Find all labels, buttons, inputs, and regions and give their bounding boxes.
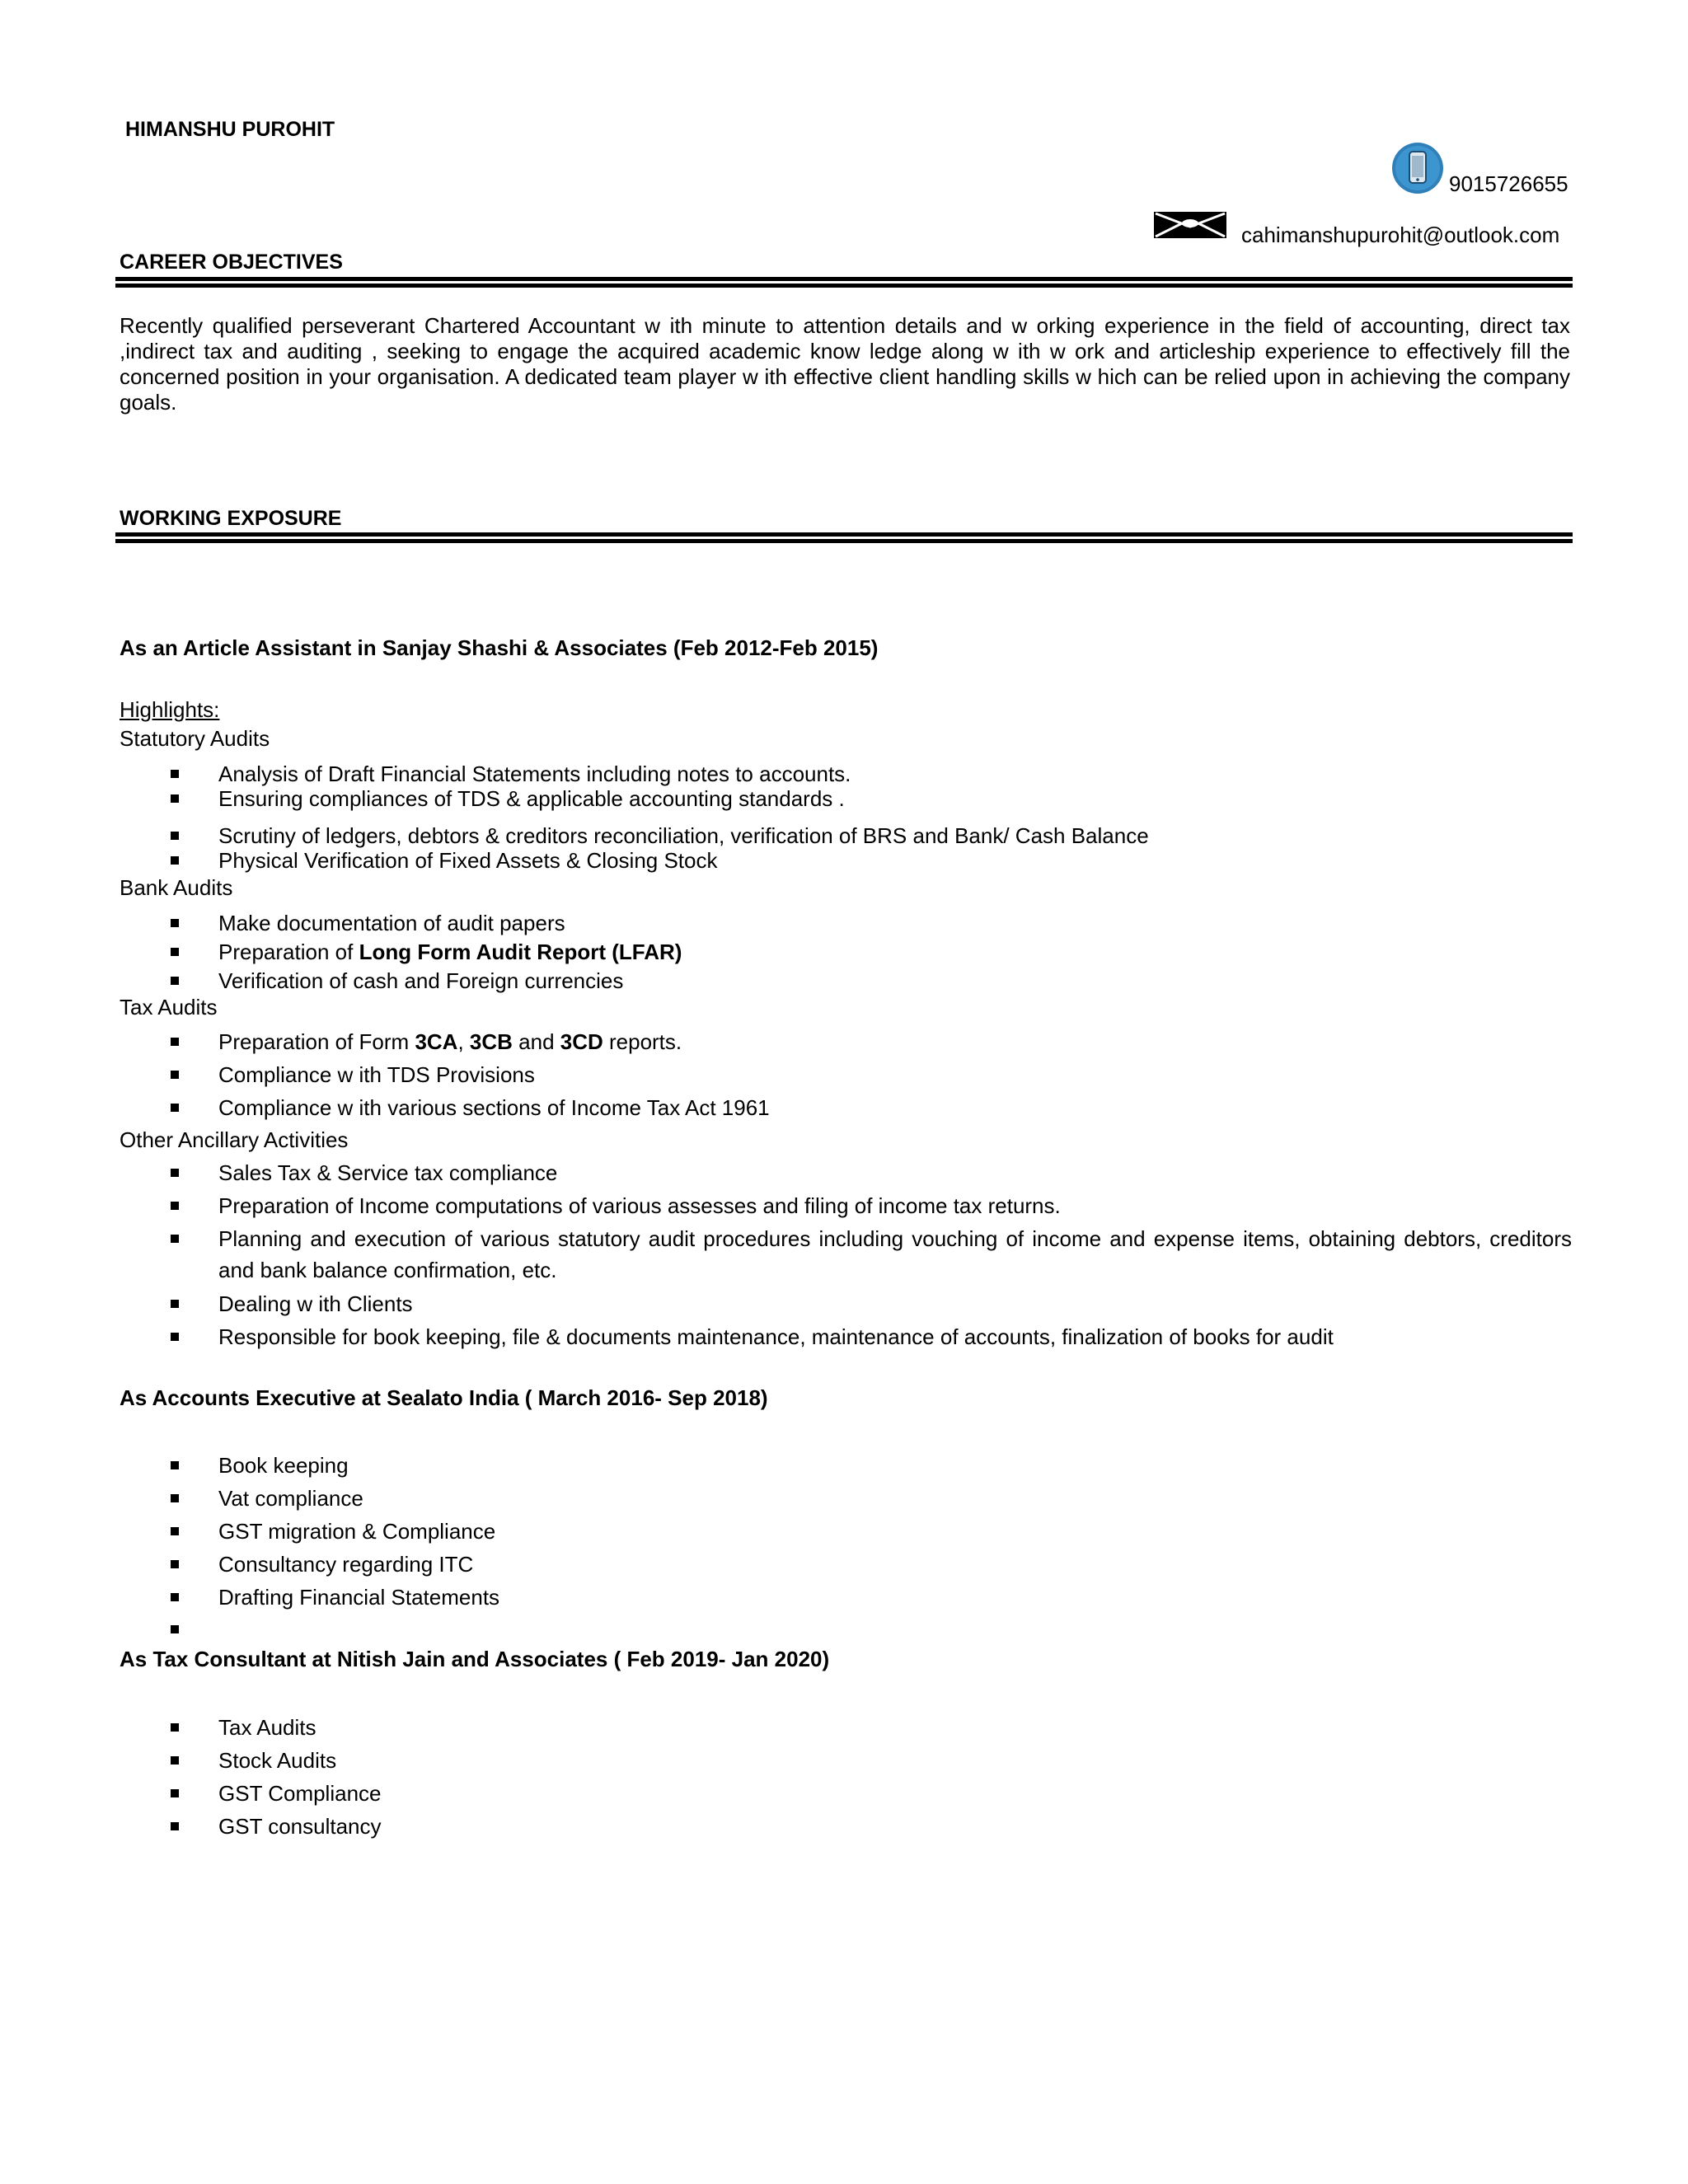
bullet [171,977,179,985]
statutory-audits-heading: Statutory Audits [120,726,270,751]
bullet [171,1169,179,1177]
bullet [171,1560,179,1568]
bullet [171,1333,179,1341]
list-item: Make documentation of audit papers [218,911,565,935]
list-item: Stock Audits [218,1748,337,1773]
list-item: GST consultancy [218,1814,382,1839]
bullet [171,1300,179,1308]
highlights-label: Highlights: [120,697,220,722]
bullet [171,1461,179,1469]
list-item: Responsible for book keeping, file & documents maintenance, maintenance of accounts, finalization of books for audit [218,1324,1334,1349]
bullet [171,832,179,840]
list-item: Physical Verification of Fixed Assets & Closing Stock [218,848,718,873]
bullet [171,1822,179,1830]
career-objectives-heading: CAREER OBJECTIVES [120,251,343,274]
list-item: Tax Audits [218,1715,316,1740]
bullet [171,770,179,778]
list-item: Dealing w ith Clients [218,1291,413,1316]
bullet [171,1071,179,1079]
list-item: Book keeping [218,1453,349,1478]
job-title-article-assistant: As an Article Assistant in Sanjay Shashi & Associates (Feb 2012-Feb 2015) [120,635,879,660]
list-item: Vat compliance [218,1486,363,1511]
email-address: cahimanshupurohit@outlook.com [1241,223,1560,247]
bullet [171,1104,179,1112]
bank-audits-heading: Bank Audits [120,875,233,900]
list-item: Scrutiny of ledgers, debtors & creditors reconciliation, verification of BRS and Bank/ Cash Balance [218,823,1149,848]
list-item: Compliance w ith TDS Provisions [218,1062,535,1087]
list-item: Sales Tax & Service tax compliance [218,1160,558,1185]
section-divider [115,277,1573,288]
working-exposure-heading: WORKING EXPOSURE [120,507,342,530]
bullet [171,1593,179,1601]
bullet [171,1625,179,1633]
phone-number: 9015726655 [1449,171,1568,196]
bullet [171,1789,179,1797]
section-divider [115,532,1573,543]
list-item: Planning and execution of various statutory audit procedures including vouching of income and expense items, obtaining debtors, creditors and bank balance confirmation, etc. [218,1226,1572,1282]
job-title-tax-consultant: As Tax Consultant at Nitish Jain and Associates ( Feb 2019- Jan 2020) [120,1647,830,1671]
list-item: Drafting Financial Statements [218,1585,500,1610]
list-item: Verification of cash and Foreign currencies [218,968,624,993]
bullet [171,794,179,803]
tax-audits-heading: Tax Audits [120,995,218,1019]
list-item: GST migration & Compliance [218,1519,496,1544]
candidate-name: HIMANSHU PUROHIT [125,118,335,141]
bullet [171,1723,179,1732]
list-item: Compliance w ith various sections of Income Tax Act 1961 [218,1095,770,1120]
bullet [171,1756,179,1765]
phone-icon [1391,142,1444,194]
list-item: Ensuring compliances of TDS & applicable accounting standards . [218,786,845,811]
bullet [171,1235,179,1243]
bullet [171,856,179,865]
bullet [171,1494,179,1502]
list-item: Preparation of Long Form Audit Report (LFAR) [218,940,682,964]
bullet [171,919,179,927]
bullet [171,948,179,956]
list-item: Analysis of Draft Financial Statements including notes to accounts. [218,762,851,786]
bullet [171,1038,179,1046]
other-activities-heading: Other Ancillary Activities [120,1127,349,1152]
mail-icon [1154,212,1226,238]
bullet [171,1202,179,1210]
list-item: Consultancy regarding ITC [218,1552,474,1577]
list-item: Preparation of Form 3CA, 3CB and 3CD reports. [218,1029,682,1054]
bullet [171,1527,179,1535]
list-item: GST Compliance [218,1781,382,1806]
career-objective-text: Recently qualified perseverant Chartered Accountant w ith minute to attention details and w orking experience in the field of accounting, direct tax ,indirect tax and auditing , seeking to engage the acquired academic know ledge along w ith w ork and articleship experience to effectively fill the concerned position in your organisation. A dedicated team player w ith effective client handling skills w hich can be relied upon in achieving the company goals. [120,313,1570,415]
list-item: Preparation of Income computations of various assesses and filing of income tax returns. [218,1193,1061,1218]
job-title-accounts-executive: As Accounts Executive at Sealato India ( March 2016- Sep 2018) [120,1385,768,1410]
